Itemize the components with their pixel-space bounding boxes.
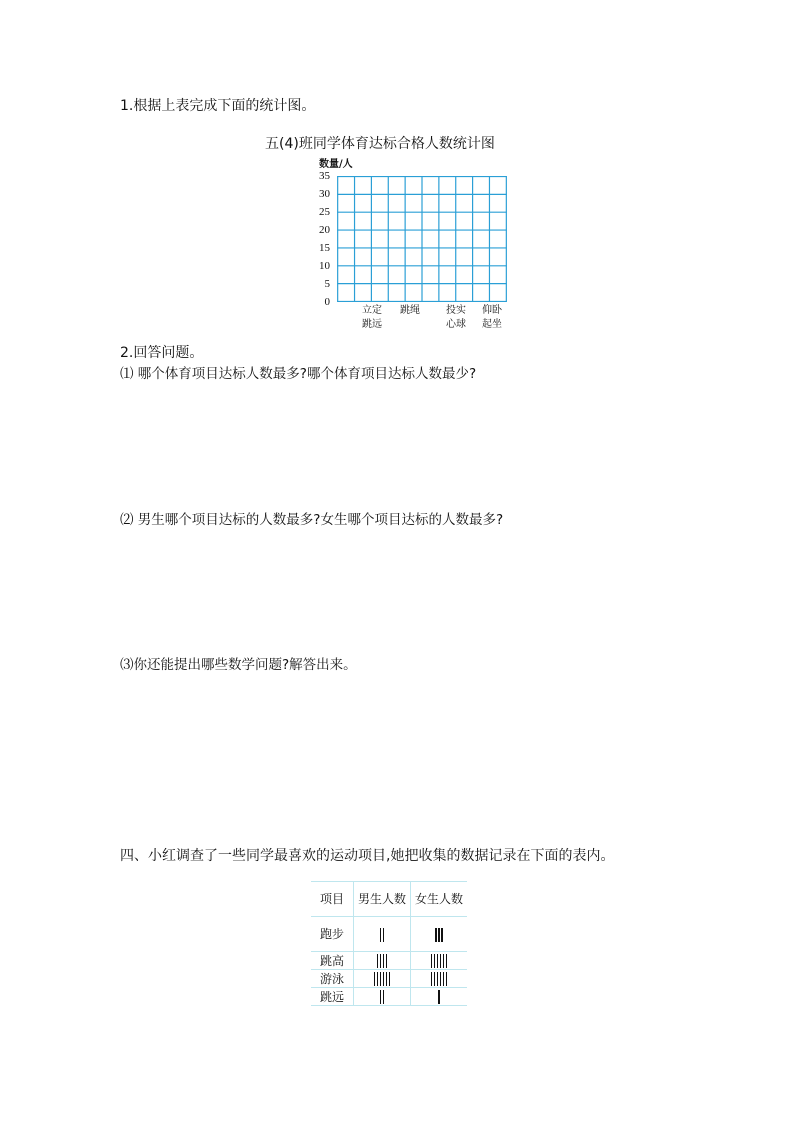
y-tick-label: 25 <box>319 206 330 218</box>
y-tick-label: 5 <box>324 278 330 290</box>
y-tick-label: 15 <box>319 242 330 254</box>
section-4-heading: 四、小红调查了一些同学最喜欢的运动项目,她把收集的数据记录在下面的表内。 <box>120 848 615 864</box>
x-category-label: 投实 心球 <box>446 305 466 330</box>
girls-cell <box>411 988 468 1006</box>
y-tick-label: 35 <box>319 170 330 182</box>
tally-marks <box>373 971 390 986</box>
tally-marks <box>430 971 447 986</box>
question-2-3: ⑶你还能提出哪些数学问题?解答出来。 <box>120 657 357 673</box>
x-category-label: 跳绳 <box>400 305 420 316</box>
tally-marks <box>438 989 441 1004</box>
boys-cell <box>354 917 411 952</box>
question-2-2: ⑵ 男生哪个项目达标的人数最多?女生哪个项目达标的人数最多? <box>120 512 504 528</box>
chart-title: 五(4)班同学体育达标合格人数统计图 <box>265 136 495 152</box>
header-boys: 男生人数 <box>354 882 411 917</box>
tally-marks <box>379 989 385 1004</box>
tally-marks <box>376 953 388 968</box>
table-row <box>311 952 467 970</box>
item-cell: 跳高 <box>311 952 354 970</box>
item-cell: 跑步 <box>311 917 354 952</box>
table-row <box>311 988 467 1006</box>
girls-cell <box>411 970 468 988</box>
y-axis-label: 数量/人 <box>319 159 353 170</box>
boys-cell <box>354 952 411 970</box>
item-cell: 跳远 <box>311 988 354 1006</box>
tally-marks <box>379 926 385 942</box>
girls-cell <box>411 917 468 952</box>
header-item: 项目 <box>311 882 354 917</box>
boys-cell <box>354 988 411 1006</box>
y-tick-label: 20 <box>319 224 330 236</box>
chart-grid <box>337 176 507 302</box>
question-1: 1.根据上表完成下面的统计图。 <box>120 98 316 114</box>
question-2: 2.回答问题。 <box>120 345 204 361</box>
item-cell: 游泳 <box>311 970 354 988</box>
y-tick-label: 10 <box>319 260 330 272</box>
table-header-row <box>311 882 467 917</box>
y-tick-label: 0 <box>324 296 330 308</box>
tally-marks <box>430 953 447 968</box>
girls-cell <box>411 952 468 970</box>
y-tick-label: 30 <box>319 188 330 200</box>
boys-cell <box>354 970 411 988</box>
table-row <box>311 917 467 952</box>
x-category-label: 仰卧 起坐 <box>482 305 502 330</box>
x-category-label: 立定 跳远 <box>362 305 382 330</box>
tally-table <box>311 881 467 1006</box>
question-2-1: ⑴ 哪个体育项目达标人数最多?哪个体育项目达标人数最少? <box>120 366 477 382</box>
header-girls: 女生人数 <box>411 882 468 917</box>
tally-marks <box>435 926 444 942</box>
table-row <box>311 970 467 988</box>
